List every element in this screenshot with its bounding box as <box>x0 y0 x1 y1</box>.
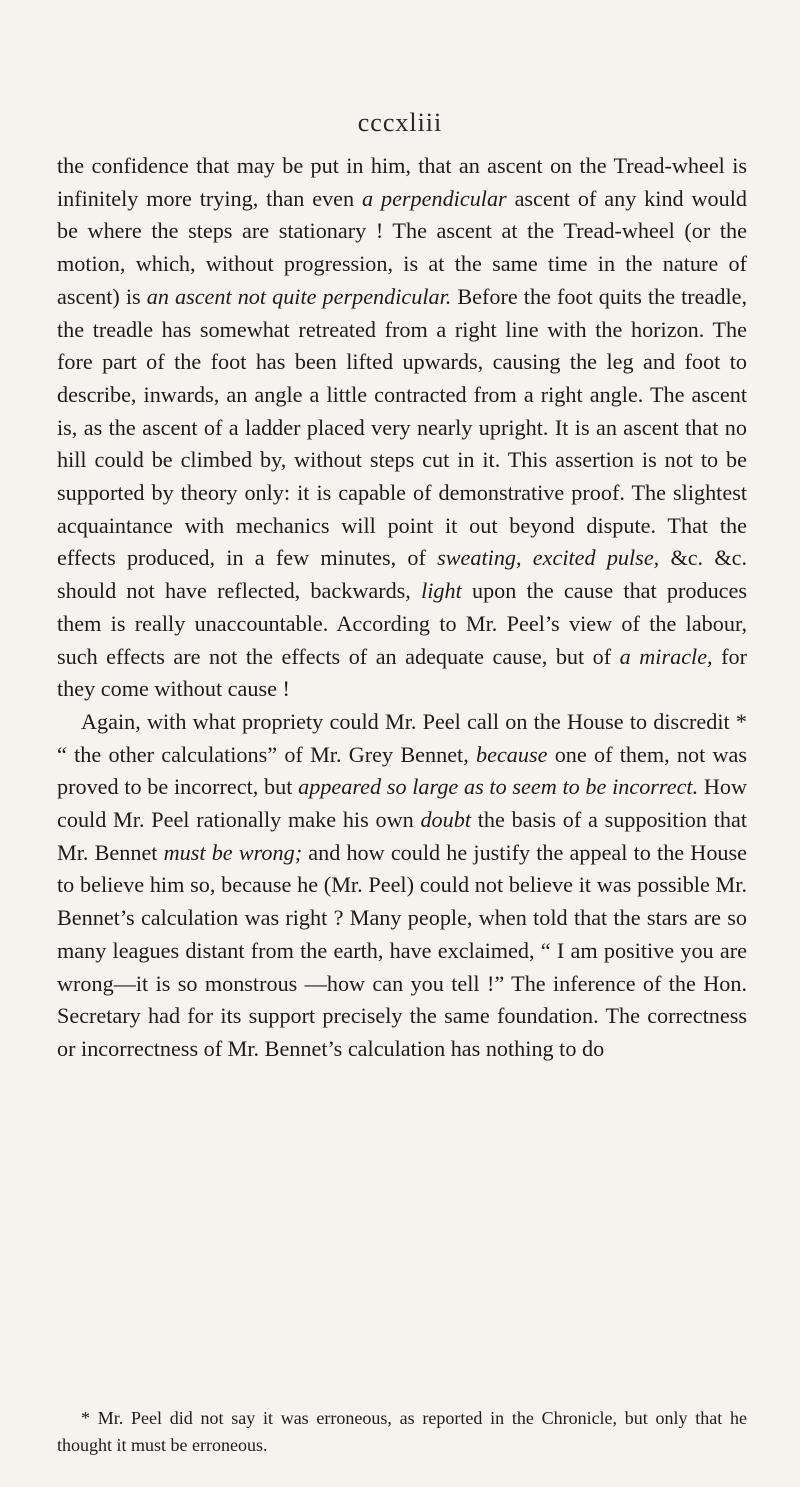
p1-italic-5: a miracle, <box>619 643 713 669</box>
paragraph-1 <box>57 150 747 706</box>
p1-italic-3: sweating, excited pulse, <box>437 545 660 571</box>
p1-italic-1: a perpendicular <box>362 185 507 211</box>
main-text <box>57 150 747 1066</box>
p2-italic-3: doubt <box>420 807 471 833</box>
p2-text-4: the basis of a supposition that Mr. Bennet <box>57 807 747 865</box>
p2-text-1: Again, with what propriety could Mr. Peel call on the House to discredit * “ the other calculations” of Mr. Grey Bennet, <box>57 708 747 767</box>
p1-text-3: Before the foot quits the treadle, the treadle has somewhat retreated from a right line with the horizon. The fore part of the foot has been lifted upwards, causing the leg and foot to describe, inwards, an angle a little contracted from a right angle. The ascent is, as the ascent of a ladder placed very nearly upright. It is an ascent that no hill could be climbed by, without steps cut in it. This assertion is not to be supported by theory only: it is capable of demonstrative proof. The slightest acquaintance with mechanics will point it out beyond dispute. That the effects produced, in a few minutes, of <box>57 283 748 571</box>
p1-text-1: the confidence that may be put in him, that an ascent on the Tread-wheel is infinitely more trying, than even <box>57 153 747 211</box>
p1-italic-2: an ascent not quite perpendicular. <box>146 283 452 309</box>
p1-text-2: ascent of any kind would be where the steps are stationary ! The ascent at the Tread-wheel (or the motion, which, without progression, is at the same time in the nature of ascent) is <box>57 185 747 309</box>
p1-italic-4: light <box>421 578 462 604</box>
footnote-text: * Mr. Peel did not say it was erroneous, as reported in the Chronicle, but only that he thought it must be erroneous. <box>57 1408 747 1455</box>
p1-text-5: upon the cause that produces them is really unaccountable. According to Mr. Peel’s view of the labour, such effects are not the effects of an adequate cause, but of <box>57 578 747 669</box>
footnote <box>57 1405 747 1459</box>
p2-text-2: one of them, not was proved to be incorrect, but <box>57 741 747 800</box>
paragraph-2 <box>57 706 747 1066</box>
p2-italic-2: appeared so large as to seem to be incorrect. <box>298 774 699 800</box>
p1-text-4: &c. &c. should not have reflected, backwards, <box>57 545 747 604</box>
page-number: cccxliii <box>357 108 443 137</box>
p2-italic-1: because <box>476 741 548 767</box>
p1-text-6: for they come without cause ! <box>57 643 747 702</box>
p2-text-3: How could Mr. Peel rationally make his own <box>57 774 747 833</box>
p2-italic-4: must be wrong; <box>163 839 303 865</box>
p2-text-5: and how could he justify the appeal to the House to believe him so, because he (Mr. Peel) could not believe it was possible Mr. Bennet’s calculation was right ? Many people, when told that the stars are so many leagues distant from the earth, have exclaimed, “ I am positive you are wrong—it is so monstrous —how can you tell !” The inference of the Hon. Secretary had for its support precisely the same foundation. The correctness or incorrectness of Mr. Bennet’s calculation has nothing to do <box>57 839 747 1061</box>
